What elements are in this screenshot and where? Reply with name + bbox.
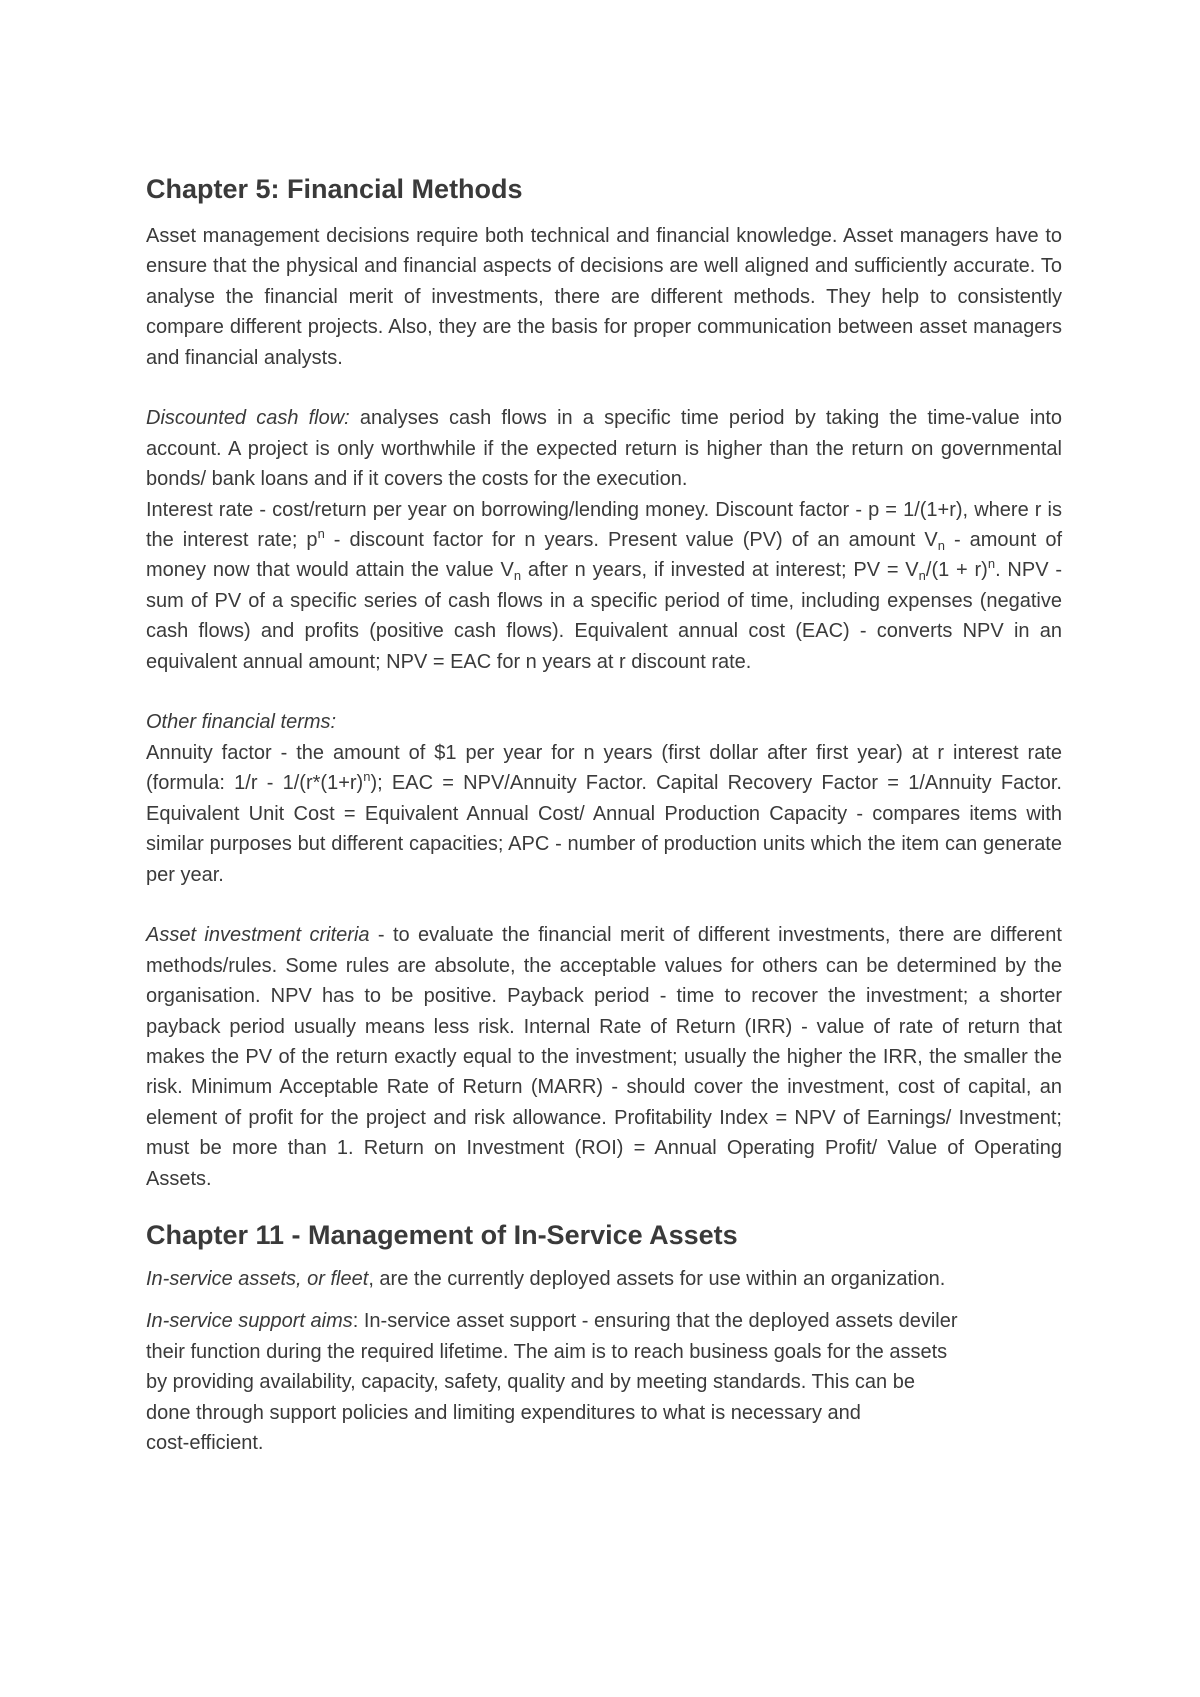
annuity-factor-paragraph	[146, 738, 1062, 890]
annuity-text-1: Annuity factor - the amount of $1 per year for n years (first dollar after first year) at r interest rate (formula: 1/r - 1/(r*(1+r)	[146, 741, 1062, 795]
discounted-cash-flow-text: analyses cash flows in a specific time period by taking the time-value into account. A project is only worthwhile if the expected return is higher than the return on governmental bonds/ bank loans and if it covers the costs for the execution.	[146, 407, 1062, 491]
subscript-n: n	[513, 568, 522, 584]
interest-text-4: after n years, if invested at interest; PV = V	[521, 559, 919, 582]
in-service-assets-text: , are the currently deployed assets for use within an organization.	[368, 1267, 946, 1290]
superscript-n: n	[363, 769, 371, 785]
superscript-n: n	[987, 556, 996, 572]
asset-investment-criteria-term: Asset investment criteria	[146, 924, 370, 947]
chapter-11-heading: Chapter 11 - Management of In-Service Assets	[146, 1219, 738, 1250]
interest-text-2: - discount factor for n years. Present value (PV) of an amount V	[324, 529, 938, 552]
support-aims-line-4: done through support policies and limiting expenditures to what is necessary and	[146, 1401, 861, 1424]
paragraph-gap	[146, 373, 1062, 403]
chapter-5-heading: Chapter 5: Financial Methods	[146, 174, 523, 204]
interest-text-5: /(1 + r)	[925, 559, 988, 582]
interest-text-1: Interest rate - cost/return per year on borrowing/lending money. Discount factor - p = 1/(1+r), where r is the interest rate; p	[146, 498, 1062, 552]
in-service-assets-paragraph	[146, 1264, 1062, 1294]
asset-investment-criteria-text: - to evaluate the financial merit of different investments, there are different methods/rules. Some rules are absolute, the acceptable values for others can be determined by the organisation. NPV has to be positive. Payback period - time to recover the investment; a shorter payback period usually means less risk. Internal Rate of Return (IRR) - value of rate of return that makes the PV of the return exactly equal to the investment; usually the higher the IRR, the smaller the risk. Minimum Acceptable Rate of Return (MARR) - should cover the investment, cost of capital, an element of profit for the project and risk allowance. Profitability Index = NPV of Earnings/ Investment; must be more than 1. Return on Investment (ROI) = Annual Operating Profit/ Value of Operating Assets.	[146, 924, 1062, 1190]
chapter-5-intro-paragraph: Asset management decisions require both technical and financial knowledge. Asset managers have to ensure that the physical and financial aspects of decisions are well aligned and sufficiently accurate. To analyse the financial merit of investments, there are different methods. They help to consistently compare different projects. Also, they are the basis for proper communication between asset managers and financial analysts.	[146, 225, 1062, 369]
subscript-n: n	[918, 568, 926, 584]
subscript-n: n	[937, 538, 945, 554]
other-financial-terms-term: Other financial terms:	[146, 711, 337, 734]
interest-text-6: . NPV - sum of PV of a specific series of cash flows in a specific period of time, including expenses (negative cash flows) and profits (positive cash flows). Equivalent annual cost (EAC) - converts NPV in an equivalent annual amount; NPV = EAC for n years at r discount rate.	[146, 559, 1062, 673]
other-financial-terms-label	[146, 707, 1062, 737]
support-aims-line-2: their function during the required lifetime. The aim is to reach business goals for the assets	[146, 1340, 948, 1363]
support-aims-line-3: by providing availability, capacity, safety, quality and by meeting standards. This can be	[146, 1371, 915, 1394]
annuity-text-2: ); EAC = NPV/Annuity Factor. Capital Recovery Factor = 1/Annuity Factor. Equivalent Unit Cost = Equivalent Annual Cost/ Annual Production Capacity - compares items with similar purposes but different capacities; APC - number of production units which the item can generate per year.	[146, 772, 1062, 886]
support-aims-line-5: cost-efficient.	[146, 1431, 264, 1454]
interest-rate-paragraph	[146, 495, 1062, 677]
in-service-support-aims-paragraph	[146, 1306, 1062, 1458]
in-service-support-aims-term: In-service support aims	[146, 1310, 353, 1333]
in-service-assets-term: In-service assets, or fleet	[146, 1267, 369, 1290]
paragraph-gap	[146, 890, 1062, 920]
discounted-cash-flow-paragraph	[146, 403, 1062, 494]
document-page	[146, 172, 1062, 1458]
paragraph-gap	[146, 1294, 1062, 1306]
asset-investment-criteria-paragraph	[146, 920, 1062, 1194]
paragraph-gap	[146, 677, 1062, 707]
discounted-cash-flow-term: Discounted cash flow:	[146, 407, 350, 430]
interest-text-3: - amount of money now that would attain the value V	[146, 529, 1063, 582]
support-aims-line-1: : In-service asset support - ensuring that the deployed assets deviler	[352, 1310, 958, 1333]
superscript-n: n	[317, 526, 325, 542]
